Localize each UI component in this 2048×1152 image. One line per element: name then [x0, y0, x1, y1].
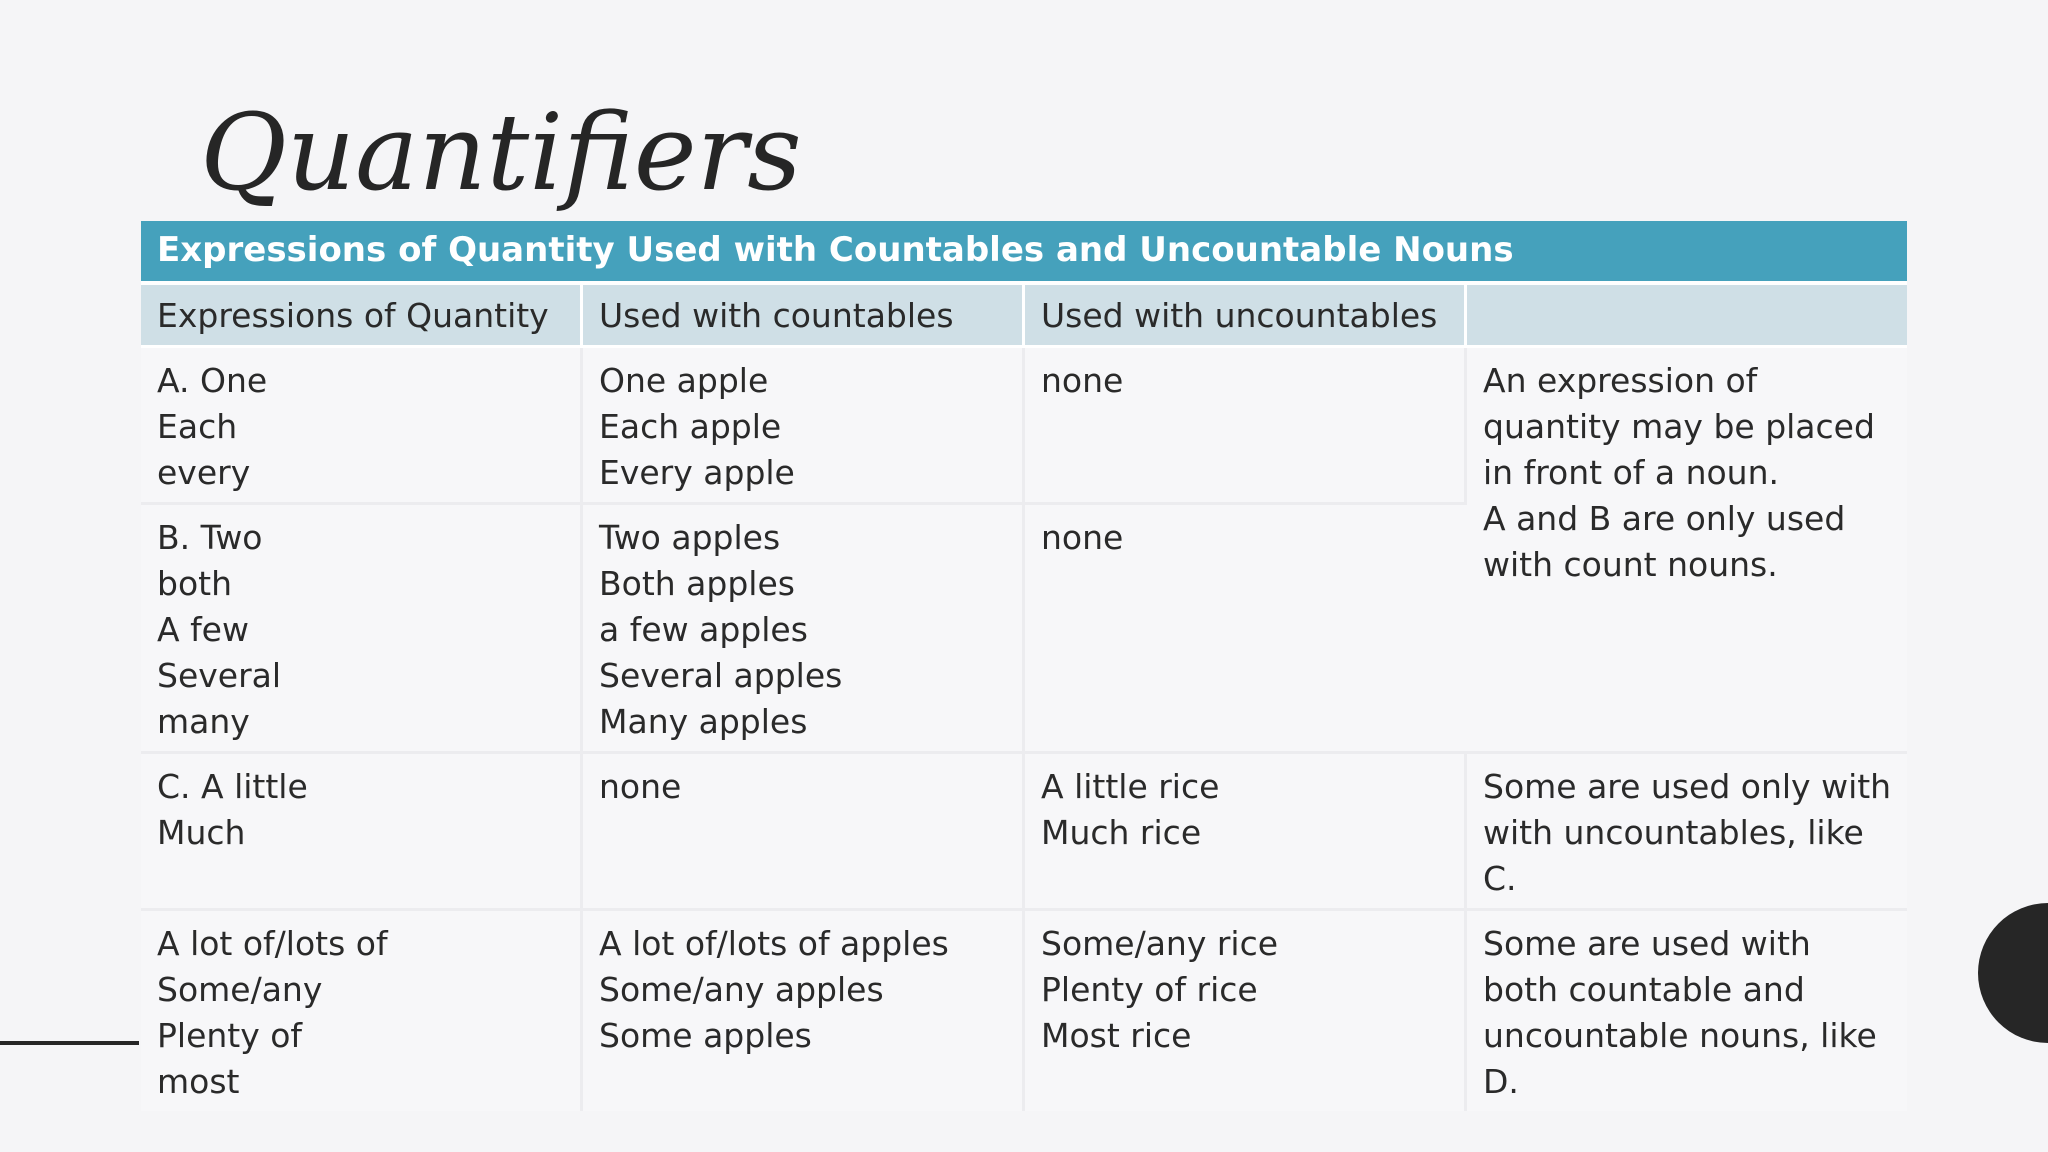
cell-line: Some/any: [157, 970, 323, 1009]
header-notes: [1467, 285, 1907, 348]
cell-line: Many apples: [599, 702, 808, 741]
cell-line: Two apples: [599, 518, 781, 557]
uncountables-cell: [1025, 754, 1467, 911]
cell-line: Some/any rice: [1041, 924, 1279, 963]
cell-line: Plenty of: [157, 1016, 303, 1055]
cell-line: Much: [157, 813, 246, 852]
accent-circle: [1978, 903, 2048, 1043]
note-text: A and B are only used with count nouns.: [1483, 499, 1846, 584]
table-row: [141, 911, 1907, 1111]
cell-line: none: [1041, 361, 1124, 400]
cell-line: Some apples: [599, 1016, 812, 1055]
cell-line: many: [157, 702, 250, 741]
expressions-cell: [141, 911, 583, 1111]
quantifiers-table: [141, 221, 1907, 1111]
cell-line: Each apple: [599, 407, 782, 446]
cell-line: Much rice: [1041, 813, 1202, 852]
expressions-cell: [141, 754, 583, 911]
notes-cell-d: [1467, 911, 1907, 1111]
cell-line: A few: [157, 610, 249, 649]
note-text: Some are used only with with uncountables, like C.: [1483, 767, 1892, 898]
table-caption-row: [141, 221, 1907, 285]
notes-cell-c: [1467, 754, 1907, 911]
note-text: Some are used with both countable and uncountable nouns, like D.: [1483, 924, 1877, 1101]
cell-line: every: [157, 453, 251, 492]
notes-cell-ab: [1467, 348, 1907, 754]
table-row: [141, 754, 1907, 911]
cell-line: A lot of/lots of: [157, 924, 388, 963]
cell-line: B. Two: [157, 518, 263, 557]
cell-line: Some/any apples: [599, 970, 884, 1009]
cell-line: none: [1041, 518, 1124, 557]
expressions-cell: [141, 348, 583, 505]
cell-line: Each: [157, 407, 238, 446]
cell-line: Several apples: [599, 656, 843, 695]
cell-line: Every apple: [599, 453, 795, 492]
cell-line: Most rice: [1041, 1016, 1192, 1055]
expressions-cell: [141, 505, 583, 754]
table-caption: Expressions of Quantity Used with Countables and Uncountable Nouns: [141, 221, 1907, 285]
header-countables: Used with countables: [583, 285, 1025, 348]
accent-line: [0, 1041, 139, 1045]
cell-line: both: [157, 564, 232, 603]
countables-cell: [583, 348, 1025, 505]
cell-line: most: [157, 1062, 240, 1101]
header-expressions: Expressions of Quantity: [141, 285, 583, 348]
cell-line: none: [599, 767, 682, 806]
uncountables-cell: [1025, 348, 1467, 505]
cell-line: a few apples: [599, 610, 808, 649]
countables-cell: [583, 505, 1025, 754]
table-row: [141, 348, 1907, 505]
cell-line: Both apples: [599, 564, 795, 603]
cell-line: One apple: [599, 361, 769, 400]
table-header-row: [141, 285, 1907, 348]
uncountables-cell: [1025, 911, 1467, 1111]
uncountables-cell: [1025, 505, 1467, 754]
countables-cell: [583, 754, 1025, 911]
header-uncountables: Used with uncountables: [1025, 285, 1467, 348]
countables-cell: [583, 911, 1025, 1111]
cell-line: A. One: [157, 361, 268, 400]
cell-line: A lot of/lots of apples: [599, 924, 949, 963]
cell-line: C. A little: [157, 767, 308, 806]
note-text: An expression of quantity may be placed in front of a noun.: [1483, 361, 1875, 492]
cell-line: Several: [157, 656, 282, 695]
slide-title: Quantifiers: [200, 91, 802, 214]
cell-line: Plenty of rice: [1041, 970, 1258, 1009]
cell-line: A little rice: [1041, 767, 1220, 806]
